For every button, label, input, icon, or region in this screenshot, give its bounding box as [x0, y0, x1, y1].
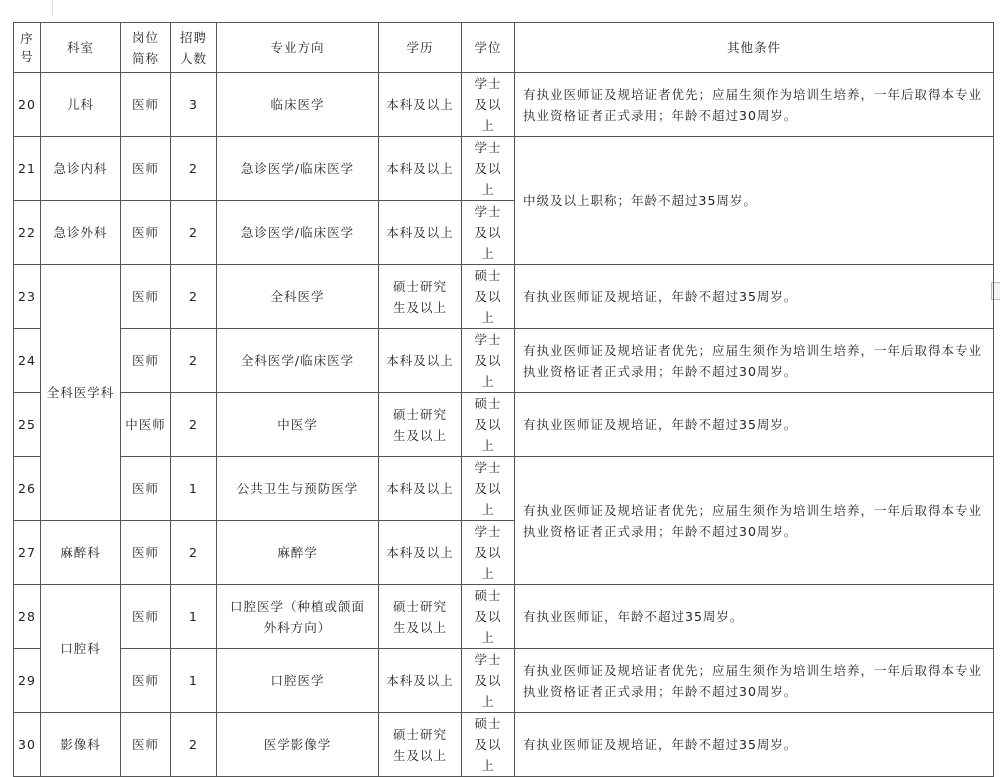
- cell-degree: 学士及以上: [462, 201, 515, 265]
- cell-no: 27: [14, 521, 41, 585]
- cell-major: 全科医学: [217, 265, 379, 329]
- cell-no: 23: [14, 265, 41, 329]
- cell-degree: 硕士及以上: [462, 265, 515, 329]
- recruitment-table: [13, 22, 994, 777]
- cell-count: 3: [171, 73, 217, 137]
- cell-other: 有执业医师证及规培证，年龄不超过35周岁。: [515, 713, 994, 777]
- cell-major: 口腔医学: [217, 649, 379, 713]
- cell-major: 全科医学/临床医学: [217, 329, 379, 393]
- cell-dept: 口腔科: [41, 585, 121, 713]
- table-header-row: [14, 23, 994, 73]
- cell-major: 医学影像学: [217, 713, 379, 777]
- table-row: [14, 713, 994, 777]
- cell-edu: 本科及以上: [379, 201, 462, 265]
- table-row: [14, 393, 994, 457]
- cell-count: 2: [171, 265, 217, 329]
- cell-post: 中医师: [121, 393, 171, 457]
- cell-edu: 硕士研究生及以上: [379, 393, 462, 457]
- cell-no: 28: [14, 585, 41, 649]
- cell-count: 2: [171, 201, 217, 265]
- header-major: 专业方向: [217, 23, 379, 73]
- cell-major: 急诊医学/临床医学: [217, 137, 379, 201]
- cell-major: 麻醉学: [217, 521, 379, 585]
- cell-post: 医师: [121, 649, 171, 713]
- header-degree: 学位: [462, 23, 515, 73]
- cell-dept: 全科医学科: [41, 265, 121, 521]
- cell-other: 有执业医师证及规培证者优先；应届生须作为培训生培养，一年后取得本专业执业资格证者正式录用；年龄不超过30周岁。: [515, 73, 994, 137]
- cell-degree: 硕士及以上: [462, 393, 515, 457]
- cell-other: 有执业医师证及规培证者优先；应届生须作为培训生培养，一年后取得本专业执业资格证者正式录用；年龄不超过30周岁。: [515, 457, 994, 585]
- cell-edu: 本科及以上: [379, 457, 462, 521]
- cell-degree: 学士及以上: [462, 73, 515, 137]
- cell-count: 2: [171, 329, 217, 393]
- page-edge: [52, 0, 53, 16]
- cell-other: 有执业医师证及规培证，年龄不超过35周岁。: [515, 393, 994, 457]
- cell-post: 医师: [121, 585, 171, 649]
- cell-post: 医师: [121, 521, 171, 585]
- header-edu: 学历: [379, 23, 462, 73]
- cell-major: 公共卫生与预防医学: [217, 457, 379, 521]
- cell-degree: 硕士及以上: [462, 713, 515, 777]
- cell-no: 26: [14, 457, 41, 521]
- table-row: [14, 329, 994, 393]
- cell-degree: 硕士及以上: [462, 585, 515, 649]
- cell-other: 有执业医师证，年龄不超过35周岁。: [515, 585, 994, 649]
- table-row: [14, 585, 994, 649]
- cell-count: 2: [171, 521, 217, 585]
- cell-major: 口腔医学（种植或颌面外科方向）: [217, 585, 379, 649]
- cell-degree: 学士及以上: [462, 329, 515, 393]
- cell-degree: 学士及以上: [462, 521, 515, 585]
- cell-major: 急诊医学/临床医学: [217, 201, 379, 265]
- header-no: 序号: [14, 23, 41, 73]
- cell-degree: 学士及以上: [462, 137, 515, 201]
- cell-no: 30: [14, 713, 41, 777]
- cell-edu: 本科及以上: [379, 329, 462, 393]
- cell-dept: 急诊外科: [41, 201, 121, 265]
- cell-no: 20: [14, 73, 41, 137]
- cell-major: 中医学: [217, 393, 379, 457]
- table-row: [14, 649, 994, 713]
- cell-count: 2: [171, 137, 217, 201]
- table-row: [14, 73, 994, 137]
- table-row: [14, 457, 994, 521]
- header-count: 招聘人数: [171, 23, 217, 73]
- cell-no: 24: [14, 329, 41, 393]
- header-post: 岗位简称: [121, 23, 171, 73]
- cell-no: 21: [14, 137, 41, 201]
- cell-post: 医师: [121, 329, 171, 393]
- cell-dept: 影像科: [41, 713, 121, 777]
- cell-edu: 硕士研究生及以上: [379, 585, 462, 649]
- cell-other: 有执业医师证及规培证，年龄不超过35周岁。: [515, 265, 994, 329]
- cell-edu: 本科及以上: [379, 521, 462, 585]
- cell-other: 中级及以上职称；年龄不超过35周岁。: [515, 137, 994, 265]
- table-row: [14, 265, 994, 329]
- cell-post: 医师: [121, 201, 171, 265]
- cell-post: 医师: [121, 265, 171, 329]
- cell-post: 医师: [121, 457, 171, 521]
- table-row: [14, 137, 994, 201]
- cell-other: 有执业医师证及规培证者优先；应届生须作为培训生培养，一年后取得本专业执业资格证者正式录用；年龄不超过30周岁。: [515, 329, 994, 393]
- cell-post: 医师: [121, 137, 171, 201]
- cell-count: 2: [171, 713, 217, 777]
- cell-other: 有执业医师证及规培证者优先；应届生须作为培训生培养，一年后取得本专业执业资格证者正式录用；年龄不超过30周岁。: [515, 649, 994, 713]
- cell-count: 1: [171, 649, 217, 713]
- cell-no: 29: [14, 649, 41, 713]
- cell-post: 医师: [121, 713, 171, 777]
- cell-edu: 硕士研究生及以上: [379, 713, 462, 777]
- cell-post: 医师: [121, 73, 171, 137]
- cell-dept: 儿科: [41, 73, 121, 137]
- cell-dept: 麻醉科: [41, 521, 121, 585]
- header-other: 其他条件: [515, 23, 994, 73]
- cell-edu: 本科及以上: [379, 137, 462, 201]
- cell-count: 1: [171, 457, 217, 521]
- cell-count: 1: [171, 585, 217, 649]
- cell-no: 25: [14, 393, 41, 457]
- cell-degree: 学士及以上: [462, 457, 515, 521]
- cell-no: 22: [14, 201, 41, 265]
- cell-edu: 本科及以上: [379, 73, 462, 137]
- header-dept: 科室: [41, 23, 121, 73]
- cell-major: 临床医学: [217, 73, 379, 137]
- cell-count: 2: [171, 393, 217, 457]
- cell-edu: 本科及以上: [379, 649, 462, 713]
- cell-edu: 硕士研究生及以上: [379, 265, 462, 329]
- cell-degree: 学士及以上: [462, 649, 515, 713]
- cell-dept: 急诊内科: [41, 137, 121, 201]
